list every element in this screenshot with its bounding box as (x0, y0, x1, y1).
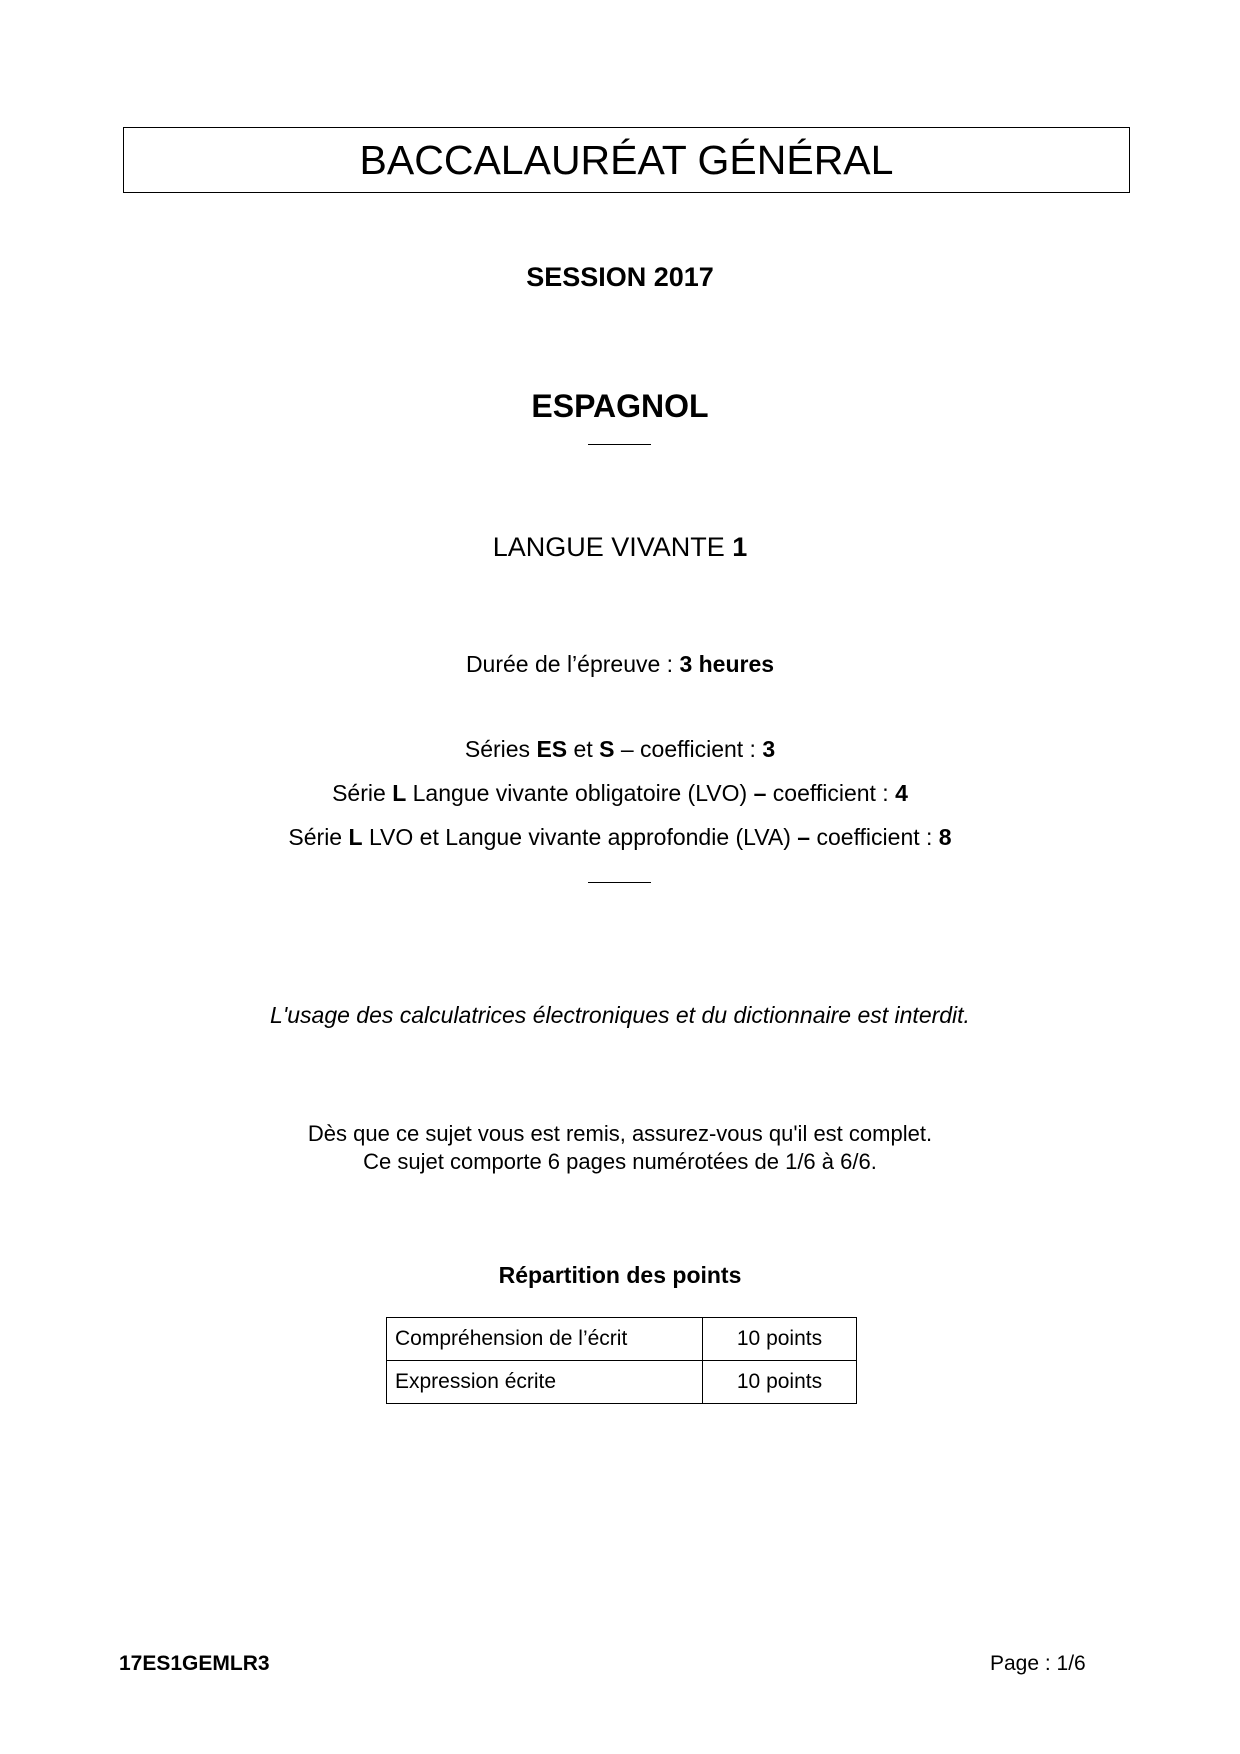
series-text: LVO et Langue vivante approfondie (LVA) (362, 824, 798, 850)
series-code: L (348, 824, 363, 850)
series-text: Série (288, 824, 349, 850)
duree-value: 3 heures (679, 651, 775, 677)
series-dash: – (753, 780, 767, 806)
points-cell: 10 points (703, 1361, 857, 1404)
series-text: Langue vivante obligatoire (LVO) (406, 780, 754, 806)
points-title: Répartition des points (498, 1262, 742, 1288)
instruction-line-2: Ce sujet comporte 6 pages numérotées de 1/6 à 6/6. (363, 1149, 877, 1174)
series-coefficient: 8 (938, 824, 952, 850)
langue-level: 1 (732, 532, 748, 562)
series-code: S (599, 736, 615, 762)
page-number: Page : 1/6 (990, 1652, 1086, 1675)
table-row (387, 1361, 857, 1404)
series-line-2 (0, 780, 1240, 807)
series-text: Séries (464, 736, 537, 762)
duree-line (0, 651, 1240, 678)
series-text: – coefficient : (614, 736, 763, 762)
page-title: BACCALAURÉAT GÉNÉRAL (359, 136, 894, 183)
series-text: Série (332, 780, 393, 806)
points-cell: 10 points (703, 1318, 857, 1361)
instruction-line-1: Dès que ce sujet vous est remis, assurez-vous qu'il est complet. (307, 1121, 933, 1146)
section-cell: Expression écrite (387, 1361, 703, 1404)
series-underline (588, 882, 651, 883)
series-text: et (567, 736, 600, 762)
series-coefficient: 3 (762, 736, 776, 762)
series-coefficient: 4 (895, 780, 908, 806)
notice: L'usage des calculatrices électroniques et du dictionnaire est interdit. (270, 1002, 970, 1028)
section-cell: Compréhension de l’écrit (387, 1318, 703, 1361)
subject-title: ESPAGNOL (531, 388, 709, 424)
points-table (386, 1317, 857, 1404)
series-text: coefficient : (766, 780, 896, 806)
session-label: SESSION 2017 (526, 262, 714, 292)
series-code: ES (536, 736, 568, 762)
langue-label: LANGUE VIVANTE (492, 532, 733, 562)
subject-underline (588, 444, 651, 445)
langue-line (0, 532, 1240, 563)
table-row (387, 1318, 857, 1361)
series-text: coefficient : (810, 824, 939, 850)
series-code: L (392, 780, 407, 806)
title-box (123, 127, 1130, 193)
series-line-3 (0, 824, 1240, 851)
series-dash: – (797, 824, 811, 850)
duree-label: Durée de l’épreuve : (465, 651, 680, 677)
series-line-1 (0, 736, 1240, 763)
subject-code: 17ES1GEMLR3 (119, 1652, 270, 1675)
